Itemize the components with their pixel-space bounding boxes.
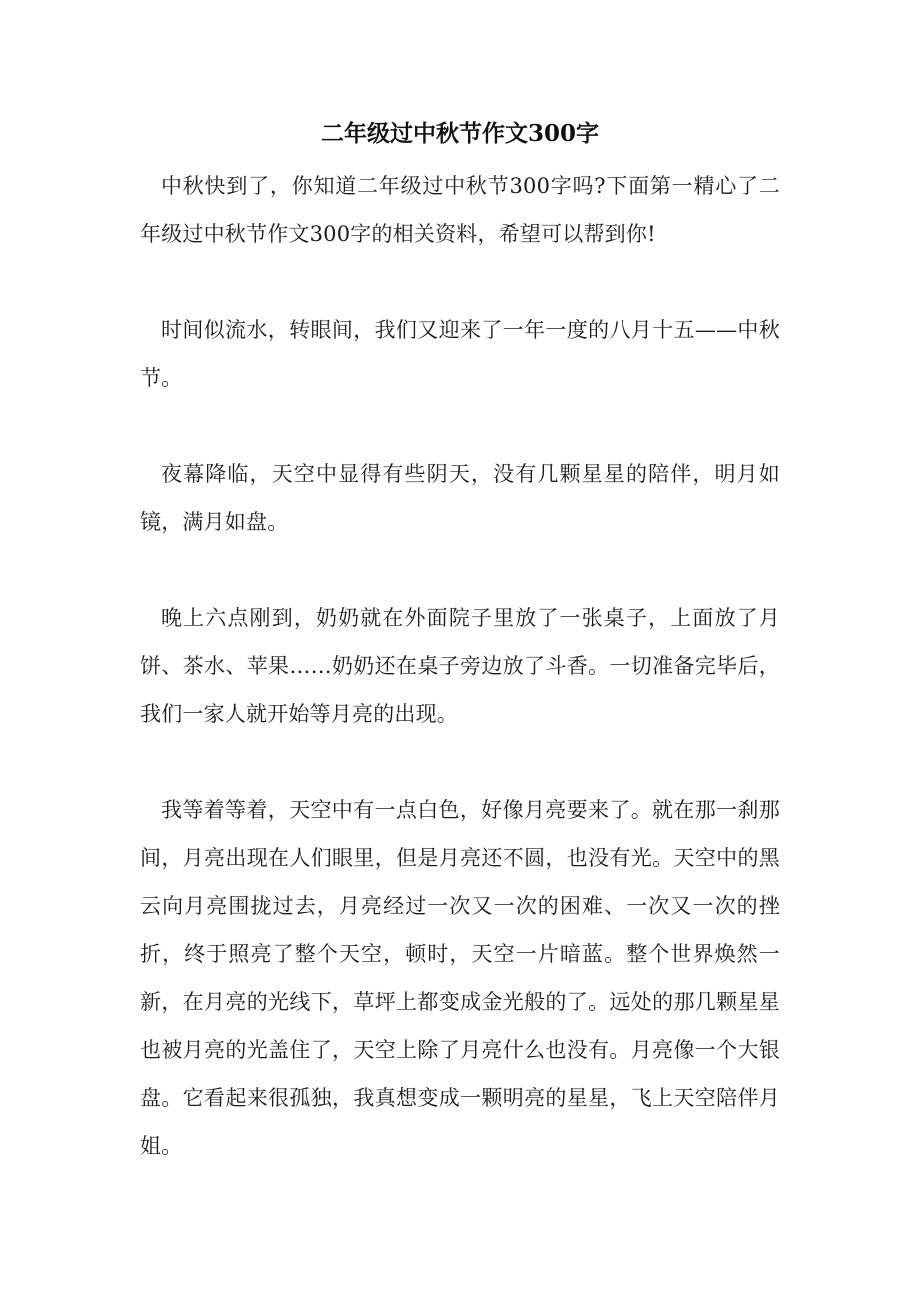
- paragraph-evening: 晚上六点刚到，奶奶就在外面院子里放了一张桌子，上面放了月饼、茶水、苹果……奶奶还在桌子旁边放了斗香。一切准备完毕后，我们一家人就开始等月亮的出现。: [140, 606, 780, 726]
- paragraph-moonrise: 我等着等着，天空中有一点白色，好像月亮要来了。就在那一刹那间，月亮出现在人们眼里，但是月亮还不圆，也没有光。天空中的黑云向月亮围拢过去，月亮经过一次又一次的困难、一次又一次的挫折，终于照亮了整个天空，顿时，天空一片暗蓝。整个世界焕然一新，在月亮的光线下，草坪上都变成金光般的了。远处的那几颗星星也被月亮的光盖住了，天空上除了月亮什么也没有。月亮像一个大银盘。它看起来很孤独，我真想变成一颗明亮的星星，飞上天空陪伴月姐。: [140, 798, 780, 1158]
- document-title: 二年级过中秋节作文300字: [320, 120, 599, 147]
- paragraph-time: 时间似流水，转眼间，我们又迎来了一年一度的八月十五——中秋节。: [140, 318, 780, 390]
- paragraph-intro: 中秋快到了，你知道二年级过中秋节300字吗?下面第一精心了二年级过中秋节作文300字的相关资料，希望可以帮到你!: [140, 174, 780, 246]
- paragraph-night: 夜幕降临，天空中显得有些阴天，没有几颗星星的陪伴，明月如镜，满月如盘。: [140, 462, 780, 534]
